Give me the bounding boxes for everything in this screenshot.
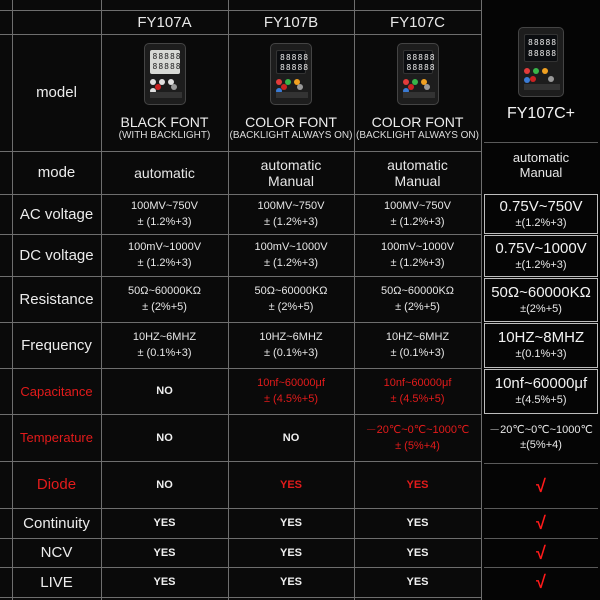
row-label-temperature: Temperature [20,430,93,445]
model-cell-fy107c [354,34,481,151]
spec-cell: 100mV~1000V ± (1.2%+3) [254,241,328,269]
spec-cell: YES [406,517,429,529]
spec-cell: YES [406,546,429,559]
model-font-title: COLOR FONT [245,114,337,130]
row-label-resistance: Resistance [19,290,94,308]
spec-cell: －20℃~0℃~1000℃ ± (5%+4) [365,423,470,452]
mode-cell: automatic Manual [387,156,448,189]
fy107c-plus-live [484,568,598,597]
model-font-sub: (BACKLIGHT ALWAYS ON) [356,130,479,141]
grid-line [0,597,482,598]
fy107c-plus-continuity [484,509,598,538]
spec-cell: YES [279,517,302,529]
spec-cell: YES [153,576,176,588]
fy107c-plus-ncv [484,539,598,567]
spec-cell: 100mV~1000V ± (1.2%+3) [127,241,202,269]
check-icon: √ [536,513,546,533]
row-label-diode: Diode [36,476,77,493]
fy107c-plus-resistance: 50Ω~60000KΩ ±(2%+5) [484,278,598,322]
multimeter-c-plus-image: 88888 88888 [518,27,564,97]
column-header-fy107c-plus: FY107C+ [506,105,576,122]
multimeter-color-font-image: 88888 88888 [397,43,439,105]
spec-cell: 50Ω~60000KΩ ± (2%+5) [127,285,202,313]
spec-cell: 10nf~60000μf ± (4.5%+5) [383,377,452,405]
multimeter-black-font-image: 88888 88888 [144,43,186,105]
row-label-capacitance: Capacitance [20,383,93,399]
column-header-fy107b: FY107B [263,13,319,31]
row-label-live: LIVE [40,573,73,591]
spec-cell: 10HZ~6MHZ ± (0.1%+3) [385,331,450,359]
spec-cell: 100MV~750V ± (1.2%+3) [384,200,451,228]
spec-cell: 100MV~750V ± (1.2%+3) [131,200,198,228]
fy107c-plus-frequency: 10HZ~8MHZ ±(0.1%+3) [484,323,598,368]
spec-cell: 50Ω~60000KΩ ± (2%+5) [380,285,455,313]
spec-cell: 50Ω~60000KΩ ± (2%+5) [254,285,328,313]
spec-cell: YES [279,576,302,588]
fy107c-plus-ac-voltage: 0.75V~750V ±(1.2%+3) [484,194,598,234]
row-label-model: model [36,84,77,101]
spec-cell: NO [156,431,173,444]
spec-cell: 100mV~1000V ± (1.2%+3) [380,241,455,269]
check-icon: √ [536,475,546,496]
check-icon: √ [536,572,546,592]
model-cell-fy107a [101,34,228,151]
check-icon: √ [536,542,546,563]
model-font-sub: (WITH BACKLIGHT) [118,130,211,141]
row-label-dc-voltage: DC voltage [19,246,94,264]
fy107c-plus-diode [484,464,598,508]
model-font-sub: (BACKLIGHT ALWAYS ON) [229,130,353,141]
spec-cell: YES [153,517,176,529]
fy107c-plus-capacitance: 10nf~60000μf ±(4.5%+5) [484,369,598,414]
column-header-fy107c: FY107C [389,13,446,31]
fy107c-plus-dc-voltage: 0.75V~1000V ±(1.2%+3) [484,235,598,277]
fy107c-plus-mode: automatic Manual [512,150,570,180]
model-cell-fy107b [228,34,354,151]
spec-cell: 10nf~60000μf ± (4.5%+5) [257,377,325,405]
fy107c-plus-model [484,18,598,132]
spec-cell: 10HZ~6MHZ ± (0.1%+3) [259,331,323,359]
model-font-title: COLOR FONT [371,114,464,130]
mode-cell: automatic Manual [260,156,322,189]
model-font-title: BLACK FONT [120,114,209,130]
row-label-frequency: Frequency [21,336,92,354]
spec-cell: YES [279,478,302,491]
spec-cell: YES [406,576,429,588]
multimeter-color-font-image: 88888 88888 [270,43,312,105]
spec-cell: YES [153,546,176,559]
row-label-continuity: Continuity [23,514,90,532]
fy107c-plus-temperature: －20℃~0℃~1000℃ ±(5%+4) [489,424,593,451]
mode-cell: automatic [134,164,195,181]
spec-cell: YES [279,546,302,559]
spec-cell: YES [406,478,429,491]
spec-cell: 100MV~750V ± (1.2%+3) [257,200,325,228]
spec-cell: NO [156,478,173,491]
spec-cell: NO [156,385,173,397]
row-label-ncv: NCV [40,544,73,561]
column-header-fy107a: FY107A [137,13,192,31]
row-label-ac-voltage: AC voltage [19,205,94,223]
spec-cell: 10HZ~6MHZ ± (0.1%+3) [132,331,197,359]
row-label-mode: mode [37,164,76,181]
spec-cell: NO [282,431,300,444]
